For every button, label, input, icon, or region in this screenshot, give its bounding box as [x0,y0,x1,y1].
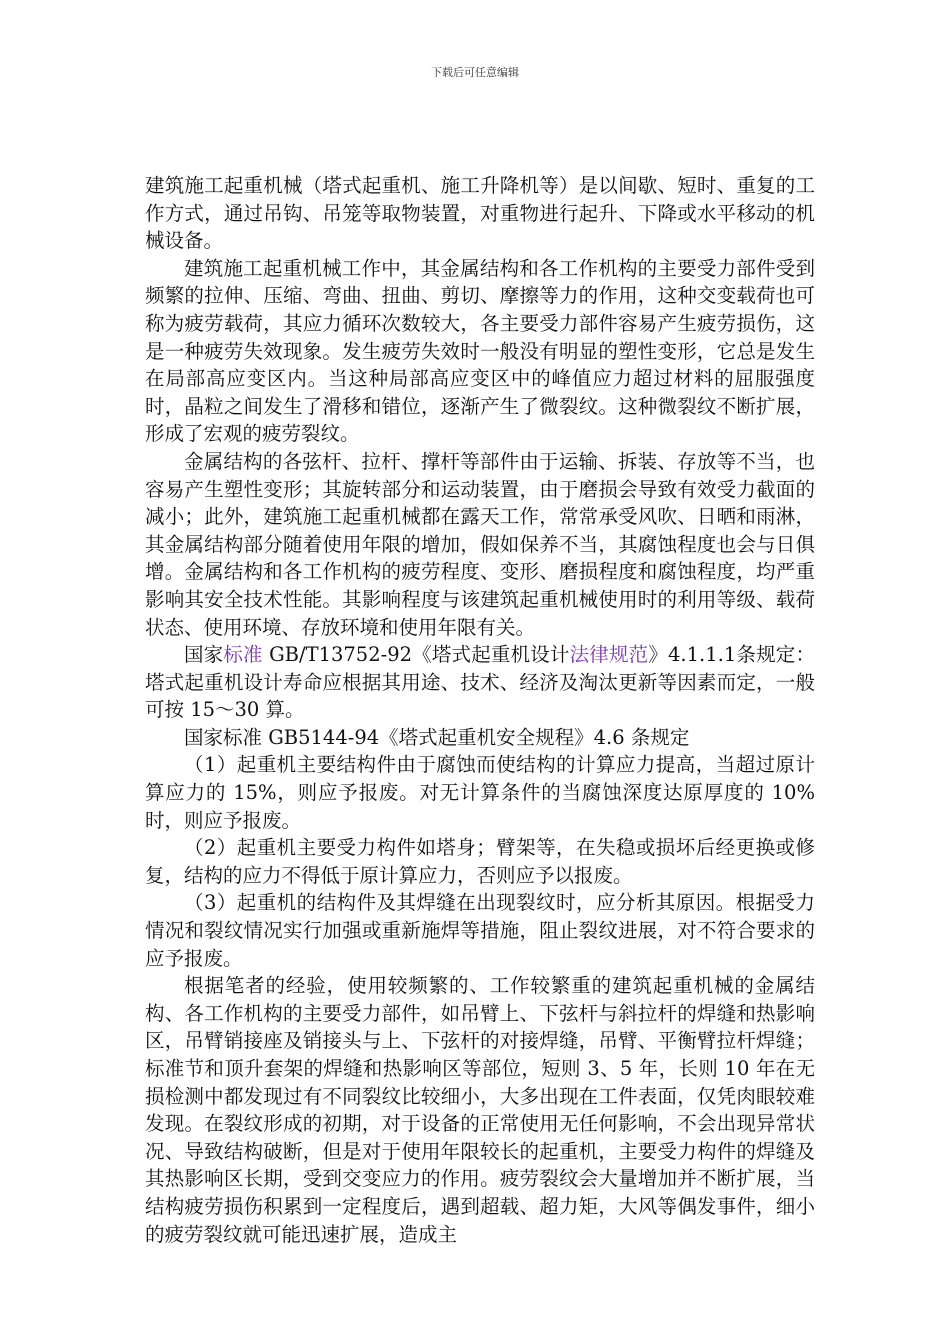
list-item: （1）起重机主要结构件由于腐蚀而使结构的计算应力提高，当超过原计算应力的 15%，则应予报废。对无计算条件的当腐蚀深度达原厚度的 10%时，则应予报废。 [145,753,815,832]
paragraph: 金属结构的各弦杆、拉杆、撑杆等部件由于运输、拆装、存放等不当，也容易产生塑性变形；其旋转部分和运动装置，由于磨损会导致有效受力截面的减小；此外，建筑施工起重机械都在露天工作，常常承受风吹、日晒和雨淋，其金属结构部分随着使用年限的增加，假如保养不当，其腐蚀程度也会与日俱增。金属结构和各工作机构的疲劳程度、变形、磨损程度和腐蚀程度，均严重影响其安全技术性能。其影响程度与该建筑起重机械使用时的利用等级、载荷状态、使用环境、存放环境和使用年限有关。 [145,449,815,639]
paragraph: 根据笔者的经验，使用较频繁的、工作较繁重的建筑起重机械的金属结构、各工作机构的主要受力部件，如吊臂上、下弦杆与斜拉杆的焊缝和热影响区，吊臂销接座及销接头与上、下弦杆的对接焊缝，吊臂、平衡臂拉杆焊缝；标准节和顶升套架的焊缝和热影响区等部位，短则 3、5 年，长则 10 年在无损检测中都发现过有不同裂纹比较细小，大多出现在工件表面，仅凭肉眼较难发现。在裂纹形成的初期，对于设备的正常使用无任何影响，不会出现异常状况、导致结构破断，但是对于使用年限较长的起重机，主要受力构件的焊缝及其热影响区长期，受到交变应力的作用。疲劳裂纹会大量增加并不断扩展，当结构疲劳损伤积累到一定程度后，遇到超载、超力矩，大风等偶发事件，细小的疲劳裂纹就可能迅速扩展，造成主 [145,974,815,1246]
document-body [145,172,815,1248]
paragraph [145,641,815,724]
paragraph: 国家标准 GB5144-94《塔式起重机安全规程》4.6 条规定 [184,725,690,749]
text-run: GB/T13752-92《塔式起重机设计 [262,643,570,667]
page-header-note: 下载后可任意编辑 [431,66,519,79]
list-item: （3）起重机的结构件及其焊缝在出现裂纹时，应分析其原因。根据受力情况和裂纹情况实行加强或重新施焊等措施，阻止裂纹进展，对不符合要求的应予报废。 [145,891,815,970]
text-run: 》4.1.1.1条规定：塔式起重机设计寿命应根据其用途、技术、经济及淘汰更新等因素而定，一般可按 15～30 算。 [145,643,815,722]
list-item: （2）起重机主要受力构件如塔身；臂架等，在失稳或损坏后经更换或修复，结构的应力不得低于原计算应力，否则应予以报废。 [145,836,815,887]
text-run: 国家 [184,643,224,667]
standard-link[interactable]: 标准 [223,643,263,667]
legal-norm-link[interactable]: 法律规范 [569,643,649,667]
paragraph: 建筑施工起重机械工作中，其金属结构和各工作机构的主要受力部件受到频繁的拉伸、压缩、弯曲、扭曲、剪切、摩擦等力的作用，这种交变载荷也可称为疲劳载荷，其应力循环次数较大，各主要受力部件容易产生疲劳损伤，这是一种疲劳失效现象。发生疲劳失效时一般没有明显的塑性变形，它总是发生在局部高应变区内。当这种局部高应变区中的峰值应力超过材料的屈服强度时，晶粒之间发生了滑移和错位，逐渐产生了微裂纹。这种微裂纹不断扩展，形成了宏观的疲劳裂纹。 [145,256,815,446]
paragraph: 建筑施工起重机械（塔式起重机、施工升降机等）是以间歇、短时、重复的工作方式，通过吊钩、吊笼等取物装置，对重物进行起升、下降或水平移动的机械设备。 [145,174,815,253]
